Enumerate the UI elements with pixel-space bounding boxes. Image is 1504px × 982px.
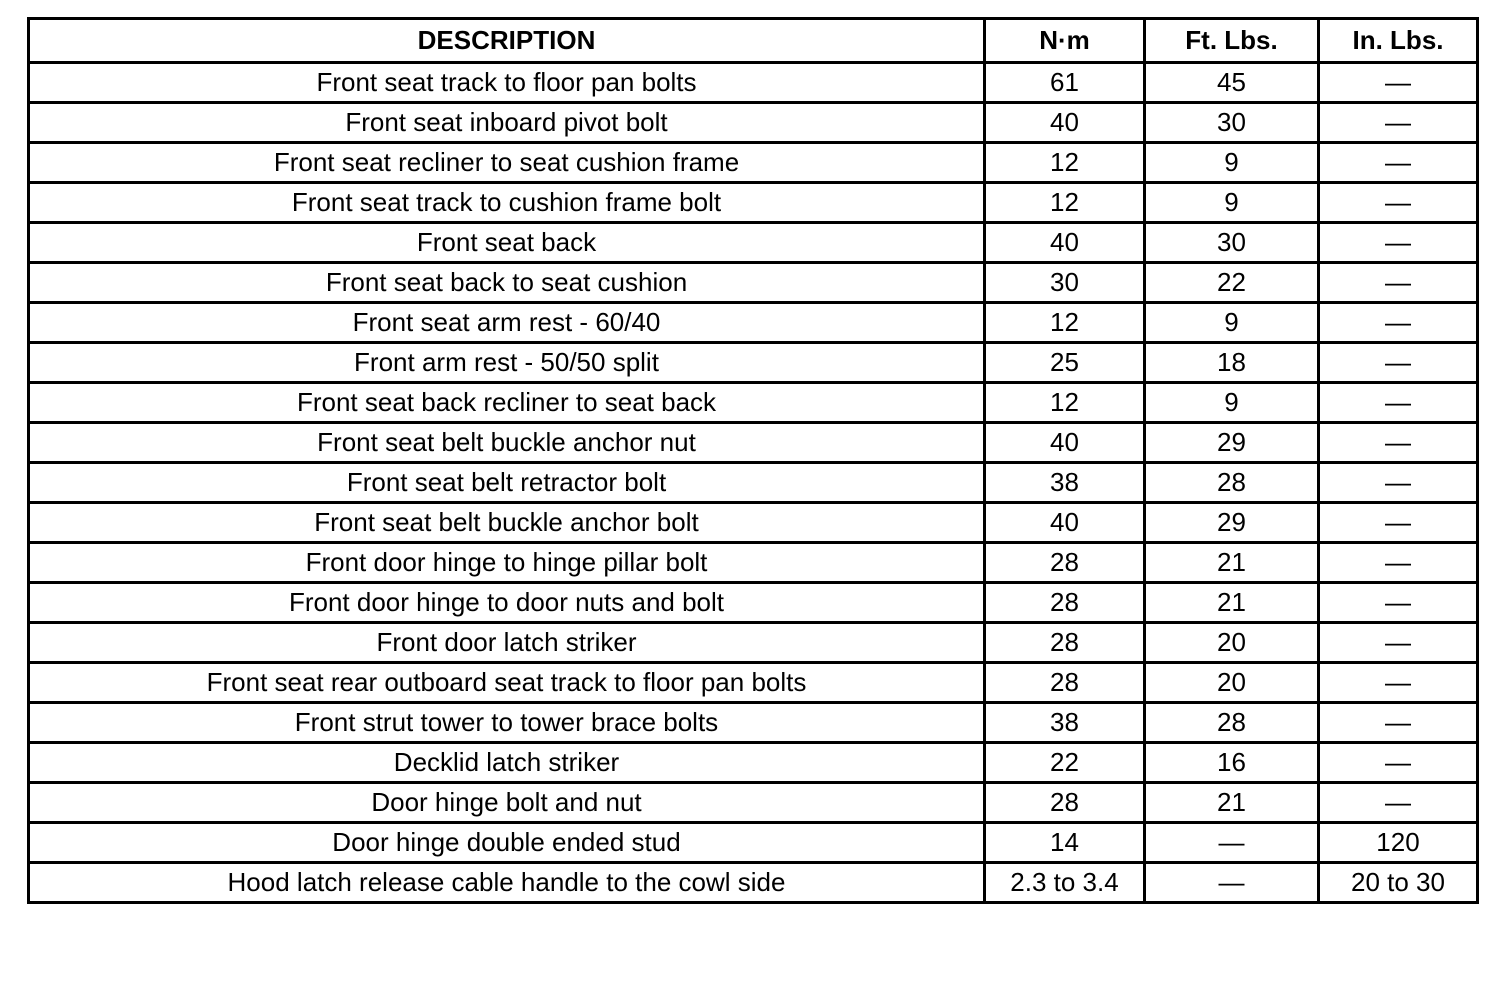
cell-description: Front door hinge to door nuts and bolt xyxy=(29,583,985,623)
cell-foot-pounds: 29 xyxy=(1145,423,1319,463)
cell-description: Front seat recliner to seat cushion frame xyxy=(29,143,985,183)
cell-inch-pounds: — xyxy=(1319,263,1478,303)
cell-newton-meters: 12 xyxy=(985,183,1145,223)
table-row xyxy=(29,583,1478,623)
cell-foot-pounds: — xyxy=(1145,823,1319,863)
cell-foot-pounds: — xyxy=(1145,863,1319,903)
table-row xyxy=(29,63,1478,103)
table-row xyxy=(29,823,1478,863)
table-row xyxy=(29,103,1478,143)
cell-inch-pounds: — xyxy=(1319,303,1478,343)
cell-inch-pounds: — xyxy=(1319,143,1478,183)
cell-foot-pounds: 9 xyxy=(1145,303,1319,343)
table-row xyxy=(29,143,1478,183)
header-newton-meters: N·m xyxy=(985,19,1145,63)
cell-newton-meters: 12 xyxy=(985,143,1145,183)
cell-newton-meters: 12 xyxy=(985,383,1145,423)
cell-inch-pounds: — xyxy=(1319,103,1478,143)
cell-inch-pounds: — xyxy=(1319,783,1478,823)
cell-foot-pounds: 20 xyxy=(1145,663,1319,703)
header-row xyxy=(29,19,1478,63)
cell-description: Front seat back recliner to seat back xyxy=(29,383,985,423)
cell-newton-meters: 14 xyxy=(985,823,1145,863)
cell-description: Front seat belt buckle anchor bolt xyxy=(29,503,985,543)
cell-description: Front seat belt retractor bolt xyxy=(29,463,985,503)
cell-newton-meters: 25 xyxy=(985,343,1145,383)
cell-description: Front seat track to cushion frame bolt xyxy=(29,183,985,223)
table-header xyxy=(29,19,1478,63)
cell-description: Front seat arm rest - 60/40 xyxy=(29,303,985,343)
cell-inch-pounds: — xyxy=(1319,343,1478,383)
cell-description: Front seat back xyxy=(29,223,985,263)
cell-foot-pounds: 45 xyxy=(1145,63,1319,103)
cell-foot-pounds: 21 xyxy=(1145,543,1319,583)
cell-description: Front door hinge to hinge pillar bolt xyxy=(29,543,985,583)
cell-description: Decklid latch striker xyxy=(29,743,985,783)
cell-description: Front seat rear outboard seat track to floor pan bolts xyxy=(29,663,985,703)
header-foot-pounds: Ft. Lbs. xyxy=(1145,19,1319,63)
cell-inch-pounds: — xyxy=(1319,223,1478,263)
cell-inch-pounds: — xyxy=(1319,703,1478,743)
table-row xyxy=(29,743,1478,783)
cell-inch-pounds: — xyxy=(1319,463,1478,503)
cell-description: Door hinge bolt and nut xyxy=(29,783,985,823)
table-row xyxy=(29,183,1478,223)
cell-newton-meters: 28 xyxy=(985,583,1145,623)
cell-inch-pounds: — xyxy=(1319,423,1478,463)
cell-description: Hood latch release cable handle to the cowl side xyxy=(29,863,985,903)
table-row xyxy=(29,623,1478,663)
cell-inch-pounds: — xyxy=(1319,63,1478,103)
cell-description: Front arm rest - 50/50 split xyxy=(29,343,985,383)
cell-inch-pounds: — xyxy=(1319,583,1478,623)
cell-inch-pounds: — xyxy=(1319,543,1478,583)
cell-newton-meters: 40 xyxy=(985,223,1145,263)
cell-newton-meters: 12 xyxy=(985,303,1145,343)
cell-newton-meters: 28 xyxy=(985,543,1145,583)
table-row xyxy=(29,783,1478,823)
torque-spec-table xyxy=(27,17,1479,904)
table-row xyxy=(29,383,1478,423)
cell-foot-pounds: 28 xyxy=(1145,463,1319,503)
cell-foot-pounds: 28 xyxy=(1145,703,1319,743)
table-row xyxy=(29,303,1478,343)
cell-newton-meters: 40 xyxy=(985,423,1145,463)
cell-inch-pounds: — xyxy=(1319,383,1478,423)
cell-description: Front strut tower to tower brace bolts xyxy=(29,703,985,743)
cell-foot-pounds: 18 xyxy=(1145,343,1319,383)
cell-foot-pounds: 9 xyxy=(1145,183,1319,223)
table-row xyxy=(29,863,1478,903)
cell-newton-meters: 22 xyxy=(985,743,1145,783)
cell-newton-meters: 28 xyxy=(985,663,1145,703)
cell-foot-pounds: 9 xyxy=(1145,143,1319,183)
table-row xyxy=(29,703,1478,743)
cell-newton-meters: 38 xyxy=(985,463,1145,503)
cell-description: Front seat inboard pivot bolt xyxy=(29,103,985,143)
table-body xyxy=(29,63,1478,903)
cell-inch-pounds: — xyxy=(1319,743,1478,783)
cell-inch-pounds: 120 xyxy=(1319,823,1478,863)
cell-description: Door hinge double ended stud xyxy=(29,823,985,863)
cell-inch-pounds: 20 to 30 xyxy=(1319,863,1478,903)
table-row xyxy=(29,223,1478,263)
cell-foot-pounds: 21 xyxy=(1145,583,1319,623)
cell-newton-meters: 40 xyxy=(985,103,1145,143)
cell-foot-pounds: 22 xyxy=(1145,263,1319,303)
cell-inch-pounds: — xyxy=(1319,663,1478,703)
cell-foot-pounds: 20 xyxy=(1145,623,1319,663)
cell-foot-pounds: 9 xyxy=(1145,383,1319,423)
cell-foot-pounds: 16 xyxy=(1145,743,1319,783)
cell-inch-pounds: — xyxy=(1319,183,1478,223)
table-row xyxy=(29,263,1478,303)
table-row xyxy=(29,663,1478,703)
cell-inch-pounds: — xyxy=(1319,503,1478,543)
cell-newton-meters: 40 xyxy=(985,503,1145,543)
table-row xyxy=(29,503,1478,543)
cell-newton-meters: 38 xyxy=(985,703,1145,743)
cell-inch-pounds: — xyxy=(1319,623,1478,663)
cell-foot-pounds: 29 xyxy=(1145,503,1319,543)
header-description: DESCRIPTION xyxy=(29,19,985,63)
cell-newton-meters: 61 xyxy=(985,63,1145,103)
cell-description: Front seat track to floor pan bolts xyxy=(29,63,985,103)
table-row xyxy=(29,423,1478,463)
cell-newton-meters: 2.3 to 3.4 xyxy=(985,863,1145,903)
table-row xyxy=(29,343,1478,383)
cell-foot-pounds: 30 xyxy=(1145,223,1319,263)
header-inch-pounds: In. Lbs. xyxy=(1319,19,1478,63)
cell-description: Front seat back to seat cushion xyxy=(29,263,985,303)
cell-description: Front seat belt buckle anchor nut xyxy=(29,423,985,463)
table-row xyxy=(29,543,1478,583)
cell-description: Front door latch striker xyxy=(29,623,985,663)
table-row xyxy=(29,463,1478,503)
cell-foot-pounds: 30 xyxy=(1145,103,1319,143)
cell-foot-pounds: 21 xyxy=(1145,783,1319,823)
cell-newton-meters: 28 xyxy=(985,783,1145,823)
cell-newton-meters: 28 xyxy=(985,623,1145,663)
cell-newton-meters: 30 xyxy=(985,263,1145,303)
